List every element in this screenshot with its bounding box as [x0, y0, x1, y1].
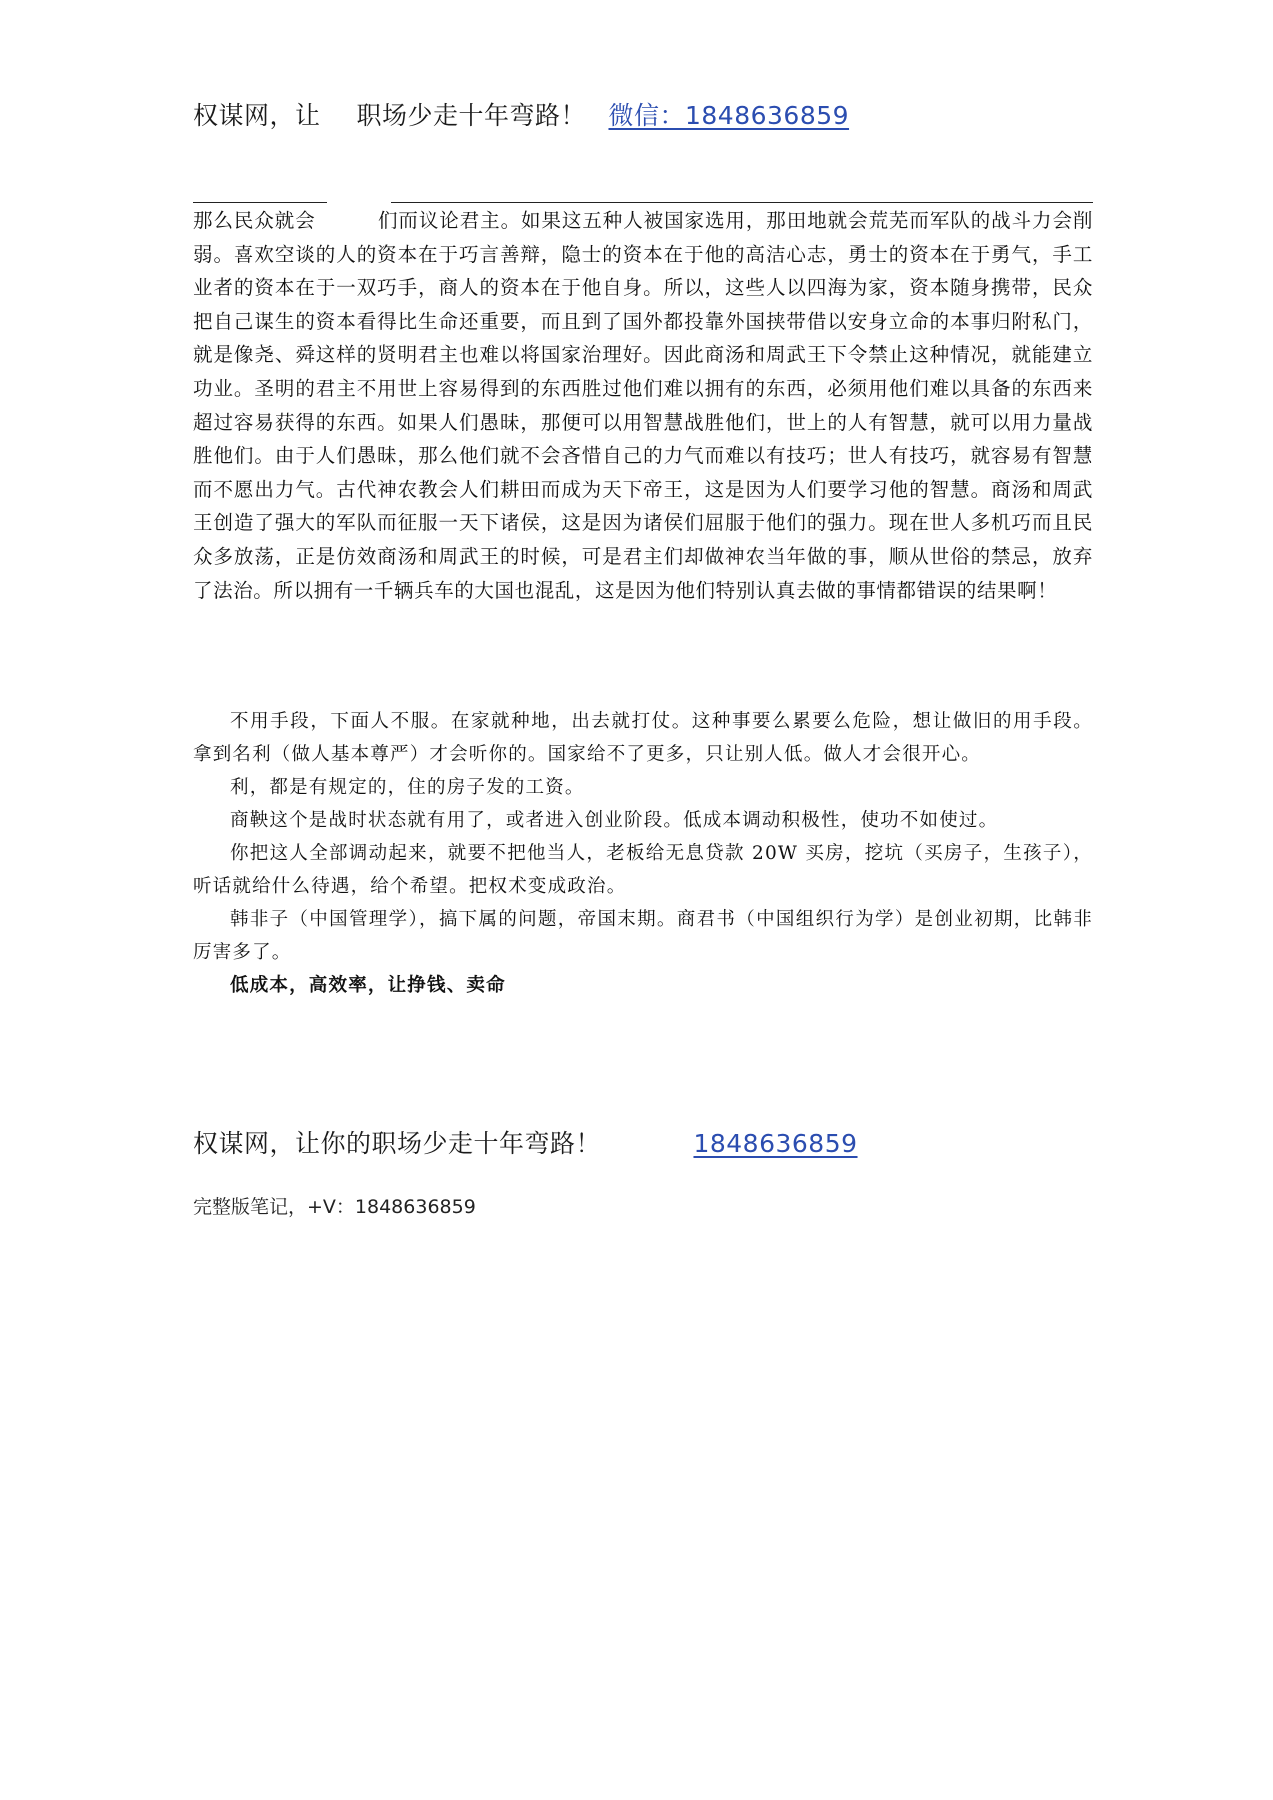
note-paragraph: 不用手段，下面人不服。在家就种地，出去就打仗。这种事要么累要么危险，想让做旧的用手段。拿到名利（做人基本尊严）才会听你的。国家给不了更多，只让别人低。做人才会很开心。: [193, 711, 1093, 765]
paragraph-rest: 们而议论君主。如果这五种人被国家选用，那田地就会荒芜而军队的战斗力会削弱。喜欢空谈的人的资本在于巧言善辩，隐士的资本在于他的高洁心志，勇士的资本在于勇气，手工业者的资本在于一双巧手，商人的资本在于他自身。所以，这些人以四海为家，资本随身携带，民众把自己谋生的资本看得比生命还重要，而且到了国外都投靠外国挟带借以安身立命的本事归附私门，就是像尧、舜这样的贤明君主也难以将国家治理好。因此商汤和周武王下令禁止这种情况，就能建立功业。圣明的君主不用世上容易得到的东西胜过他们难以拥有的东西，必须用他们难以具备的东西来超过容易获得的东西。如果人们愚昧，那便可以用智慧战胜他们，世上的人有智慧，就可以用力量战胜他们。由于人们愚昧，那么他们就不会吝惜自己的力气而难以有技巧；世人有技巧，就容易有智慧而不愿出力气。古代神农教会人们耕田而成为天下帝王，这是因为人们要学习他的智慧。商汤和周武王创造了强大的军队而征服一天下诸侯，这是因为诸侯们屈服于他们的强力。现在世人多机巧而且民众多放荡，正是仿效商汤和周武王的时候，可是君主们却做神农当年做的事，顺从世俗的禁忌，放弃了法治。所以拥有一千辆兵车的大国也混乱，这是因为他们特别认真去做的事情都错误的结果啊！: [193, 209, 1093, 602]
top-header: [193, 96, 849, 132]
note-paragraph: 韩非子（中国管理学），搞下属的问题，帝国末期。商君书（中国组织行为学）是创业初期，比韩非厉害多了。: [193, 909, 1093, 963]
wechat-contact-link[interactable]: 微信：1848636859: [608, 101, 850, 130]
footer-note: 完整版笔记，+V：1848636859: [193, 1196, 476, 1218]
brand-text: 权谋网，让: [193, 101, 321, 130]
bottom-header: [193, 1124, 858, 1160]
main-paragraph: [193, 204, 1093, 607]
note-bold-summary: 低成本，高效率，让挣钱、卖命: [230, 975, 506, 996]
phone-contact-link[interactable]: 1848636859: [693, 1129, 858, 1158]
brand-slogan: 职场少走十年弯路！: [356, 101, 587, 130]
paragraph-start: 那么民众就会: [193, 209, 316, 232]
note-paragraph: 利，都是有规定的，住的房子发的工资。: [230, 777, 585, 798]
brand-slogan-full: 权谋网，让你的职场少走十年弯路！: [193, 1129, 602, 1158]
notes-section: [193, 705, 1093, 1002]
note-paragraph: 你把这人全部调动起来，就要不把他当人，老板给无息贷款 20W 买房，挖坑（买房子，生孩子），听话就给什么待遇，给个希望。把权术变成政治。: [193, 843, 1093, 897]
note-paragraph: 商鞅这个是战时状态就有用了，或者进入创业阶段。低成本调动积极性，使功不如使过。: [230, 810, 999, 831]
